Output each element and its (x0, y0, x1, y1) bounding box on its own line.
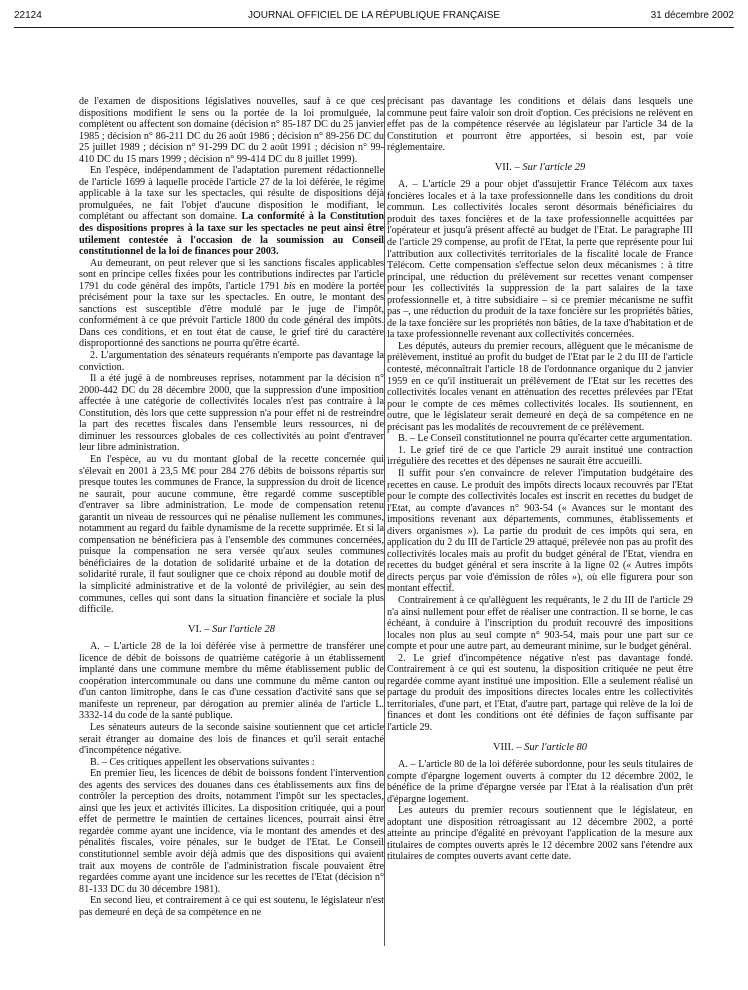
paragraph: B. – Le Conseil constitutionnel ne pourra qu'écarter cette argumentation. (398, 433, 693, 445)
paragraph: Les auteurs du premier recours soutiennent que le législateur, en adoptant une disposition rétroagissant au 12 décembre 2002, a porté atteinte au principe d'égalité en prévoyant l'application de la mesure aux titulaires de comptes ouverts après le 12 décembre 2002 sans l'étendre aux titulaires de comptes ouverts avant cette date. (387, 805, 693, 863)
left-column (79, 96, 384, 918)
paragraph: 2. Le grief d'incompétence négative n'est pas davantage fondé. Contrairement à ce qui est soutenu, la disposition critiquée ne peut être regardée comme ayant institué une imposition. Elle a seulement réalisé un partage du produit des impositions directes locales entre les collectivités territoriales, d'une part, et l'Etat, d'autre part, partage qui relève de la loi de finances et dont les conditions ont été définies de façon suffisante par l'article 29. (387, 652, 693, 733)
paragraph: En l'espèce, au vu du montant global de la recette concernée qui s'élevait en 2001 à 23,5 M€ pour 284 276 débits de boissons répartis sur presque toutes les communes de France, la suppression du droit de licence ne saurait, pour aucune commune, être regardé comme susceptible d'entraver sa libre administration. Le mode de compensation retenu garantit un niveau de ressources qui ne pénalise nullement les communes, notamment au regard du faible dynamisme de la recette supprimée. Et si la compensation ne bénéficiera pas à l'ensemble des communes concernées, puisque la compensation ne sera versée qu'aux seules communes bénéficiaires de la dotation de solidarité urbaine et de la dotation de solidarité rurale, il faut souligner que ce choix répond au double motif de la simplicité administrative et de la volonté de privilégier, au sein des communes, celles qui sont dans la situation financière et sociale la plus difficile. (79, 453, 384, 616)
section-heading (387, 742, 693, 754)
paragraph: Contrairement à ce qu'allèguent les requérants, le 2 du III de l'article 29 n'a ainsi nullement pour effet de réaliser une contraction. Il se borne, le cas échéant, à conduire à l'inscription du produit recouvré des impositions locales non plus au seul compte n° 903-54, mais pour une part sur ce compte et pour une autre part, au demeurant minime, sur le budget général. (387, 594, 693, 653)
paragraph: 2. L'argumentation des sénateurs requérants n'emporte pas davantage la conviction. (79, 350, 384, 373)
paragraph (79, 165, 384, 257)
paragraph: 1. Le grief tiré de ce que l'article 29 aurait institué une contraction irrégulière des recettes et des dépenses ne saurait être accueilli. (387, 444, 693, 468)
paragraph: précisant pas davantage les conditions et délais dans lesquels une commune peut faire valoir son droit d'option. Ces précisions ne relèvent en effet pas de la compétence réservée au législateur par l'article 34 de la Constitution et pourront être apportées, si besoin est, par voie réglementaire. (387, 96, 693, 154)
paragraph: En second lieu, et contrairement à ce qui est soutenu, le législateur n'est pas demeuré en deçà de sa compétence en ne (79, 895, 384, 918)
bold-conclusion: La conformité à la Constitution des dispositions propres à la taxe sur les spectacles ne peut ainsi être utilement contestée à l'occasion de la soumission au Conseil constitutionnel de la loi de finances pour 2003. (79, 211, 385, 258)
page-header (14, 10, 734, 26)
paragraph: A. – L'article 80 de la loi déférée subordonne, pour les seuls titulaires de compte d'épargne logement ouverts à compter du 12 décembre 2002, le bénéfice de la prime d'épargne versée par l'Etat à la réalisation d'un prêt d'épargne logement. (387, 759, 693, 805)
header-rule (14, 27, 734, 28)
issue-date: 31 décembre 2002 (650, 10, 734, 21)
paragraph (79, 258, 384, 350)
paragraph: A. – L'article 28 de la loi déférée vise à permettre de transférer une licence de débit de boissons de quatrième catégorie à un établissement implanté dans une commune membre du même établissement public de coopération intercommunale ou dans une commune du même canton ou d'un canton limitrophe, dans le cas d'une cessation d'activité sans que se manifeste un repreneur, par dérogation au premier alinéa de l'article L. 3332-14 du code de la santé publique. (79, 641, 384, 722)
right-column (387, 96, 693, 863)
italic-term: bis (283, 280, 296, 292)
section-title: Sur l'article 29 (522, 161, 586, 173)
paragraph-text: Au demeurant, on peut relever que si les sanctions fiscales applicables sont en principe celles fixées pour les contributions indirectes par l'article 1791 du code général des impôts, l'article 1791 (79, 257, 384, 292)
paragraph-text: En l'espèce, indépendamment de l'adaptation purement rédactionnelle de l'article 1699 à laquelle procède l'article 27 de la loi déférée, le régime applicable à la taxe sur les spectacles, qui résulte de dispositions déjà promulguées, ne fait l'objet d'aucune disposition le modifiant, le complétant ou affectant son domaine. (79, 165, 384, 223)
paragraph: En premier lieu, les licences de débit de boissons fondent l'intervention des agents des services des douanes dans ces établissements aux fins de contrôler la perception des droits, notamment l'impôt sur les spectacles, ainsi que les jeux et activités illicites. La disposition critiquée, qui a pour effet de permettre le maintien de certaines licences, pourrait ainsi être regardée comme ayant une incidence, via le montant des amendes et des pénalités fiscales, voire pénales, sur le budget de l'Etat. Le Conseil constitutionnel semble avoir déjà admis que des dispositions qui avaient trait aux moyens de contrôle de l'administration fiscale pouvaient être regardées comme ayant une incidence sur les recettes de l'Etat (décision n° 81-133 DC du 30 décembre 1981). (79, 768, 384, 895)
section-title: Sur l'article 28 (212, 623, 276, 635)
column-divider (384, 96, 385, 946)
journal-title: JOURNAL OFFICIEL DE LA RÉPUBLIQUE FRANÇAISE (247, 10, 501, 21)
paragraph: Les sénateurs auteurs de la seconde saisine soutiennent que cet article serait étranger au domaine des lois de finances et qu'il serait entaché d'incompétence négative. (79, 721, 384, 757)
page-number: 22124 (14, 10, 42, 21)
paragraph: Il a été jugé à de nombreuses reprises, notamment par la décision n° 2000-442 DC du 28 décembre 2000, que la suppression d'une imposition affectée à une catégorie de collectivités locales n'est pas contraire à la Constitution, dès lors que cette suppression n'a pour effet ni de restreindre la part des recettes fiscales dans l'ensemble leurs ressources, ni de diminuer les ressources globales de ces collectivités au point d'entraver leur libre administration. (79, 373, 384, 454)
paragraph: A. – L'article 29 a pour objet d'assujettir France Télécom aux taxes foncières locales et à la taxe professionnelle dans les conditions du droit commun. Les collectivités locales seront désormais bénéficiaires du produit des taxes foncières et de la taxe professionnelle acquittées par l'opérateur et jusqu'à présent affecté au budget de l'Etat. Le paragraphe III de l'article 29 compense, au profit de l'Etat, la perte que représente pour lui l'attribution aux collectivités territoriales de la fiscalité locale de France Télécom. Cette compensation s'effectue selon deux mécanismes : à titre principal, une réduction du prélèvement sur recettes venant compenser pour les collectivités la suppression de la part salaires de la taxe professionnelle et, à titre subsidiaire – si ce premier mécanisme ne suffit pas –, une réduction du produit de la taxe foncière sur les propriétés bâties, de la taxe foncière sur les propriétés non bâties, de la taxe d'habitation et de la taxe professionnelle revenant aux collectivités concernées. (387, 179, 693, 341)
section-number: VI. – (187, 623, 210, 635)
paragraph: Il suffit pour s'en convaincre de relever l'imputation budgétaire des recettes en cause. Le produit des impôts directs locaux recouvrés par l'Etat pour le compte des collectivités locales est inscrit en recettes du budget de l'Etat, au compte d'avances n° 903-54 (« Avances sur le montant des impositions revenant aux départements, communes, établissements et divers organismes »). La partie du produit de ces impôts qui sera, en application du 2 du III de l'article 29 attaqué, prélevée non pas au profit des collectivités locales mais au profit du budget général de l'Etat, viendra en recettes du budget général et sera inscrite à la ligne 02 (« Autres impôts directs perçus par voie d'émission de rôles »), où elle figurera pour son montant effectif. (387, 467, 693, 595)
paragraph: de l'examen de dispositions législatives nouvelles, sauf à ce que ces dispositions modifient le sens ou la portée de la loi promulguée, la complètent ou affectent son domaine (décision n° 85-187 DC du 25 janvier 1985 ; décision n° 86-211 DC du 26 août 1986 ; décision n° 89-256 DC du 25 juillet 1989 ; décision n° 91-299 DC du 2 août 1991 ; décision n° 99-410 DC du 15 mars 1999 ; décision n° 99-414 DC du 8 juillet 1999). (79, 96, 384, 165)
section-heading (79, 624, 384, 636)
paragraph: B. – Ces critiques appellent les observations suivantes : (90, 756, 315, 768)
section-number: VIII. – (492, 741, 522, 753)
section-title: Sur l'article 80 (524, 741, 588, 753)
section-number: VII. – (494, 161, 520, 173)
paragraph-text: en modère la portée précisément pour la taxe sur les spectacles. En outre, le montant des sanctions est susceptible d'être modulé par le juge de l'impôt, conformément à ce que prévoit l'article 1800 du code général des impôts. Dans ces conditions, et en tout état de cause, le grief tiré du caractère disproportionné des sanctions ne pourra qu'être écarté. (79, 280, 384, 350)
section-heading (387, 162, 693, 174)
paragraph: Les députés, auteurs du premier recours, allèguent que le mécanisme de prélèvement, institué au profit du budget de l'Etat par le 2 du III de l'article contesté, méconnaîtrait l'article 18 de l'ordonnance organique du 2 janvier 1959 en ce qu'il instituerait un prélèvement de l'Etat sur les recettes des collectivités locales venant en atténuation des recettes prélevées par l'Etat pour le compte de ces mêmes collectivités locales. Ils soutiennent, en outre, que le législateur serait demeuré en deçà de sa compétence en ne précisant pas les modalités de recouvrement de ce prélèvement. (387, 340, 693, 433)
